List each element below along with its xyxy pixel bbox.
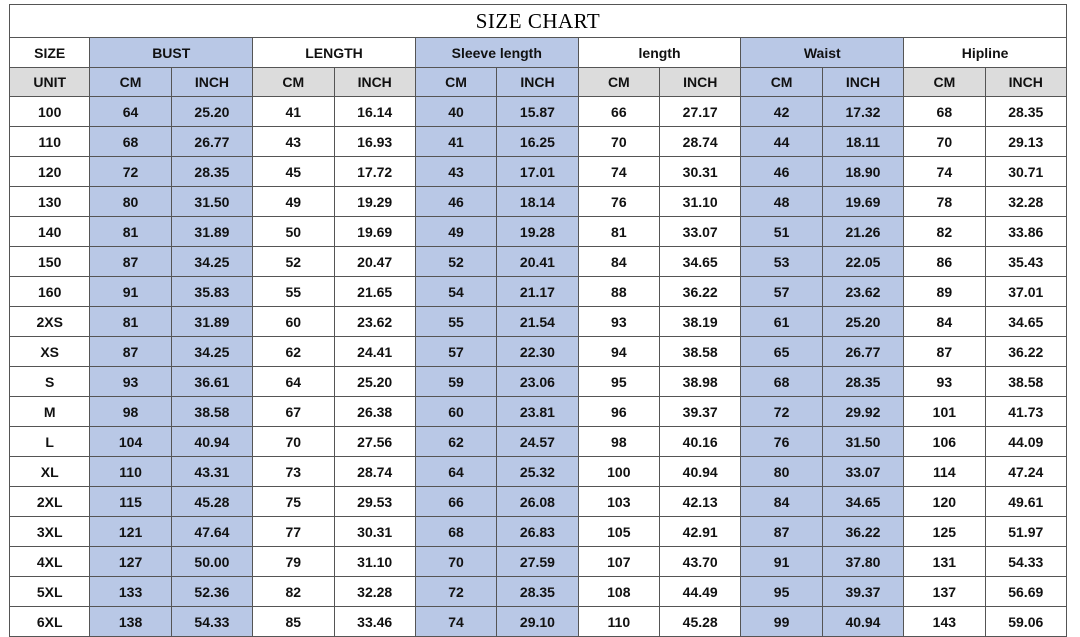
cell-waist-cm: 99 [741, 607, 822, 637]
cell-hipline-cm: 82 [904, 217, 985, 247]
cell-length-cm: 52 [253, 247, 334, 277]
cell-size: L [10, 427, 90, 457]
cell-bust-inch: 52.36 [171, 577, 252, 607]
cell-hipline-inch: 49.61 [985, 487, 1066, 517]
cell-length2-inch: 34.65 [660, 247, 741, 277]
cell-hipline-inch: 29.13 [985, 127, 1066, 157]
cell-length-inch: 29.53 [334, 487, 415, 517]
cell-sleeve-length-cm: 46 [415, 187, 496, 217]
cell-length-cm: 79 [253, 547, 334, 577]
cell-bust-inch: 31.89 [171, 307, 252, 337]
cell-hipline-inch: 32.28 [985, 187, 1066, 217]
cell-length2-inch: 33.07 [660, 217, 741, 247]
cell-hipline-cm: 68 [904, 97, 985, 127]
cell-size: 150 [10, 247, 90, 277]
size-table [9, 37, 1067, 637]
cell-bust-cm: 81 [90, 307, 171, 337]
cell-sleeve-length-inch: 23.06 [497, 367, 578, 397]
cell-length-inch: 21.65 [334, 277, 415, 307]
cell-waist-cm: 72 [741, 397, 822, 427]
cell-length-cm: 60 [253, 307, 334, 337]
cell-bust-cm: 138 [90, 607, 171, 637]
cell-bust-inch: 31.89 [171, 217, 252, 247]
cell-length-inch: 25.20 [334, 367, 415, 397]
unit-cm: CM [578, 68, 659, 97]
cell-sleeve-length-inch: 21.17 [497, 277, 578, 307]
cell-length-inch: 31.10 [334, 547, 415, 577]
cell-waist-inch: 40.94 [822, 607, 903, 637]
cell-bust-inch: 36.61 [171, 367, 252, 397]
cell-bust-cm: 121 [90, 517, 171, 547]
cell-length2-cm: 103 [578, 487, 659, 517]
cell-hipline-inch: 51.97 [985, 517, 1066, 547]
cell-waist-inch: 34.65 [822, 487, 903, 517]
cell-length2-inch: 40.94 [660, 457, 741, 487]
cell-sleeve-length-cm: 49 [415, 217, 496, 247]
cell-hipline-cm: 143 [904, 607, 985, 637]
group-header-sleeve-length: Sleeve length [415, 38, 578, 68]
cell-sleeve-length-cm: 41 [415, 127, 496, 157]
cell-size: S [10, 367, 90, 397]
cell-waist-cm: 87 [741, 517, 822, 547]
cell-size: 2XL [10, 487, 90, 517]
cell-length2-cm: 66 [578, 97, 659, 127]
cell-sleeve-length-inch: 21.54 [497, 307, 578, 337]
cell-length-inch: 20.47 [334, 247, 415, 277]
cell-sleeve-length-inch: 27.59 [497, 547, 578, 577]
cell-size: 3XL [10, 517, 90, 547]
cell-length2-cm: 96 [578, 397, 659, 427]
cell-length-cm: 75 [253, 487, 334, 517]
cell-bust-cm: 93 [90, 367, 171, 397]
cell-sleeve-length-cm: 70 [415, 547, 496, 577]
cell-bust-inch: 50.00 [171, 547, 252, 577]
cell-length-inch: 16.14 [334, 97, 415, 127]
cell-sleeve-length-cm: 40 [415, 97, 496, 127]
header-row-groups [10, 38, 1067, 68]
cell-length-cm: 82 [253, 577, 334, 607]
cell-hipline-inch: 34.65 [985, 307, 1066, 337]
cell-waist-cm: 53 [741, 247, 822, 277]
cell-sleeve-length-inch: 15.87 [497, 97, 578, 127]
cell-length-cm: 50 [253, 217, 334, 247]
cell-length2-cm: 107 [578, 547, 659, 577]
cell-sleeve-length-cm: 52 [415, 247, 496, 277]
unit-cm: CM [90, 68, 171, 97]
cell-length-cm: 49 [253, 187, 334, 217]
table-row [10, 367, 1067, 397]
cell-bust-inch: 43.31 [171, 457, 252, 487]
cell-length2-inch: 45.28 [660, 607, 741, 637]
cell-hipline-inch: 33.86 [985, 217, 1066, 247]
cell-waist-inch: 22.05 [822, 247, 903, 277]
cell-hipline-cm: 93 [904, 367, 985, 397]
cell-waist-cm: 80 [741, 457, 822, 487]
cell-waist-cm: 84 [741, 487, 822, 517]
cell-sleeve-length-inch: 22.30 [497, 337, 578, 367]
cell-sleeve-length-cm: 59 [415, 367, 496, 397]
table-row [10, 457, 1067, 487]
cell-hipline-cm: 106 [904, 427, 985, 457]
table-row [10, 397, 1067, 427]
cell-size: 100 [10, 97, 90, 127]
cell-bust-inch: 35.83 [171, 277, 252, 307]
cell-length-cm: 67 [253, 397, 334, 427]
unit-cm: CM [741, 68, 822, 97]
cell-bust-inch: 34.25 [171, 247, 252, 277]
cell-bust-cm: 98 [90, 397, 171, 427]
cell-length2-cm: 70 [578, 127, 659, 157]
cell-length2-cm: 105 [578, 517, 659, 547]
table-row [10, 307, 1067, 337]
cell-hipline-inch: 59.06 [985, 607, 1066, 637]
cell-bust-inch: 45.28 [171, 487, 252, 517]
cell-length2-inch: 39.37 [660, 397, 741, 427]
cell-bust-inch: 40.94 [171, 427, 252, 457]
cell-length2-cm: 84 [578, 247, 659, 277]
cell-length-inch: 19.29 [334, 187, 415, 217]
cell-length2-cm: 98 [578, 427, 659, 457]
cell-length2-cm: 108 [578, 577, 659, 607]
cell-length2-inch: 28.74 [660, 127, 741, 157]
cell-length-cm: 45 [253, 157, 334, 187]
cell-length-inch: 17.72 [334, 157, 415, 187]
cell-hipline-inch: 36.22 [985, 337, 1066, 367]
cell-length2-cm: 74 [578, 157, 659, 187]
cell-waist-inch: 36.22 [822, 517, 903, 547]
cell-sleeve-length-cm: 68 [415, 517, 496, 547]
cell-length2-cm: 100 [578, 457, 659, 487]
cell-bust-cm: 115 [90, 487, 171, 517]
size-chart [9, 4, 1067, 637]
cell-bust-cm: 72 [90, 157, 171, 187]
cell-bust-cm: 87 [90, 337, 171, 367]
cell-length2-inch: 43.70 [660, 547, 741, 577]
cell-waist-inch: 39.37 [822, 577, 903, 607]
cell-waist-cm: 76 [741, 427, 822, 457]
cell-sleeve-length-cm: 57 [415, 337, 496, 367]
cell-hipline-inch: 35.43 [985, 247, 1066, 277]
table-row [10, 157, 1067, 187]
cell-hipline-inch: 44.09 [985, 427, 1066, 457]
cell-length2-inch: 44.49 [660, 577, 741, 607]
cell-bust-inch: 25.20 [171, 97, 252, 127]
cell-length2-inch: 30.31 [660, 157, 741, 187]
table-row [10, 127, 1067, 157]
cell-waist-cm: 51 [741, 217, 822, 247]
cell-hipline-cm: 137 [904, 577, 985, 607]
cell-bust-inch: 38.58 [171, 397, 252, 427]
cell-size: M [10, 397, 90, 427]
group-header-length: LENGTH [253, 38, 416, 68]
unit-cm: CM [415, 68, 496, 97]
cell-length2-cm: 110 [578, 607, 659, 637]
group-header-length-2: length [578, 38, 741, 68]
table-row [10, 247, 1067, 277]
cell-length-inch: 27.56 [334, 427, 415, 457]
cell-waist-inch: 28.35 [822, 367, 903, 397]
unit-inch: INCH [985, 68, 1066, 97]
cell-length2-cm: 88 [578, 277, 659, 307]
cell-bust-cm: 91 [90, 277, 171, 307]
cell-size: 5XL [10, 577, 90, 607]
cell-waist-inch: 26.77 [822, 337, 903, 367]
cell-hipline-inch: 37.01 [985, 277, 1066, 307]
cell-hipline-cm: 120 [904, 487, 985, 517]
table-row [10, 577, 1067, 607]
cell-hipline-inch: 28.35 [985, 97, 1066, 127]
cell-length2-cm: 81 [578, 217, 659, 247]
table-row [10, 97, 1067, 127]
cell-size: 140 [10, 217, 90, 247]
cell-length2-cm: 94 [578, 337, 659, 367]
cell-sleeve-length-cm: 55 [415, 307, 496, 337]
table-row [10, 277, 1067, 307]
cell-sleeve-length-inch: 28.35 [497, 577, 578, 607]
cell-waist-cm: 65 [741, 337, 822, 367]
cell-sleeve-length-cm: 54 [415, 277, 496, 307]
cell-size: 2XS [10, 307, 90, 337]
cell-length-inch: 32.28 [334, 577, 415, 607]
cell-length2-inch: 36.22 [660, 277, 741, 307]
cell-waist-cm: 42 [741, 97, 822, 127]
cell-bust-cm: 127 [90, 547, 171, 577]
cell-length-cm: 70 [253, 427, 334, 457]
cell-length2-inch: 27.17 [660, 97, 741, 127]
cell-waist-cm: 44 [741, 127, 822, 157]
cell-bust-cm: 81 [90, 217, 171, 247]
cell-length2-inch: 38.58 [660, 337, 741, 367]
cell-bust-cm: 110 [90, 457, 171, 487]
cell-sleeve-length-inch: 18.14 [497, 187, 578, 217]
cell-waist-inch: 33.07 [822, 457, 903, 487]
cell-size: 4XL [10, 547, 90, 577]
cell-waist-inch: 25.20 [822, 307, 903, 337]
cell-bust-cm: 64 [90, 97, 171, 127]
unit-cm: CM [253, 68, 334, 97]
cell-length-cm: 85 [253, 607, 334, 637]
cell-length-inch: 33.46 [334, 607, 415, 637]
cell-sleeve-length-inch: 25.32 [497, 457, 578, 487]
cell-sleeve-length-cm: 62 [415, 427, 496, 457]
cell-bust-cm: 133 [90, 577, 171, 607]
cell-waist-cm: 61 [741, 307, 822, 337]
unit-inch: INCH [497, 68, 578, 97]
table-row [10, 337, 1067, 367]
cell-hipline-cm: 86 [904, 247, 985, 277]
cell-length2-inch: 31.10 [660, 187, 741, 217]
cell-length2-inch: 40.16 [660, 427, 741, 457]
cell-hipline-cm: 89 [904, 277, 985, 307]
table-row [10, 487, 1067, 517]
cell-waist-cm: 68 [741, 367, 822, 397]
cell-waist-inch: 17.32 [822, 97, 903, 127]
cell-hipline-cm: 114 [904, 457, 985, 487]
cell-size: 160 [10, 277, 90, 307]
cell-size: 120 [10, 157, 90, 187]
cell-length2-cm: 93 [578, 307, 659, 337]
chart-title: SIZE CHART [9, 4, 1067, 37]
cell-sleeve-length-inch: 23.81 [497, 397, 578, 427]
cell-length-inch: 23.62 [334, 307, 415, 337]
cell-hipline-cm: 101 [904, 397, 985, 427]
unit-header: UNIT [10, 68, 90, 97]
cell-length-cm: 43 [253, 127, 334, 157]
cell-waist-inch: 19.69 [822, 187, 903, 217]
cell-hipline-inch: 54.33 [985, 547, 1066, 577]
cell-sleeve-length-inch: 17.01 [497, 157, 578, 187]
cell-waist-cm: 48 [741, 187, 822, 217]
unit-inch: INCH [822, 68, 903, 97]
cell-sleeve-length-inch: 24.57 [497, 427, 578, 457]
cell-size: 110 [10, 127, 90, 157]
cell-waist-inch: 18.90 [822, 157, 903, 187]
table-row [10, 217, 1067, 247]
cell-length-inch: 16.93 [334, 127, 415, 157]
cell-length2-cm: 76 [578, 187, 659, 217]
cell-hipline-cm: 70 [904, 127, 985, 157]
cell-bust-cm: 80 [90, 187, 171, 217]
cell-sleeve-length-cm: 60 [415, 397, 496, 427]
cell-length-cm: 41 [253, 97, 334, 127]
cell-hipline-inch: 41.73 [985, 397, 1066, 427]
cell-hipline-cm: 125 [904, 517, 985, 547]
cell-waist-inch: 18.11 [822, 127, 903, 157]
cell-waist-cm: 95 [741, 577, 822, 607]
cell-waist-inch: 21.26 [822, 217, 903, 247]
cell-length-cm: 64 [253, 367, 334, 397]
size-table-body [10, 97, 1067, 637]
cell-length-inch: 28.74 [334, 457, 415, 487]
unit-inch: INCH [660, 68, 741, 97]
table-row [10, 547, 1067, 577]
cell-length-inch: 24.41 [334, 337, 415, 367]
cell-sleeve-length-inch: 26.83 [497, 517, 578, 547]
cell-bust-cm: 104 [90, 427, 171, 457]
cell-length-cm: 62 [253, 337, 334, 367]
cell-length-cm: 73 [253, 457, 334, 487]
cell-sleeve-length-inch: 19.28 [497, 217, 578, 247]
cell-hipline-cm: 78 [904, 187, 985, 217]
cell-length2-inch: 42.91 [660, 517, 741, 547]
cell-waist-inch: 31.50 [822, 427, 903, 457]
cell-waist-inch: 29.92 [822, 397, 903, 427]
cell-sleeve-length-cm: 43 [415, 157, 496, 187]
group-header-waist: Waist [741, 38, 904, 68]
cell-length-cm: 77 [253, 517, 334, 547]
cell-hipline-cm: 131 [904, 547, 985, 577]
cell-sleeve-length-inch: 20.41 [497, 247, 578, 277]
size-header: SIZE [10, 38, 90, 68]
cell-sleeve-length-cm: 64 [415, 457, 496, 487]
unit-inch: INCH [334, 68, 415, 97]
table-row [10, 517, 1067, 547]
cell-length2-inch: 38.98 [660, 367, 741, 397]
cell-bust-inch: 47.64 [171, 517, 252, 547]
cell-length-inch: 30.31 [334, 517, 415, 547]
cell-length2-inch: 42.13 [660, 487, 741, 517]
cell-waist-cm: 91 [741, 547, 822, 577]
cell-length2-cm: 95 [578, 367, 659, 397]
cell-hipline-cm: 74 [904, 157, 985, 187]
cell-length2-inch: 38.19 [660, 307, 741, 337]
cell-bust-cm: 87 [90, 247, 171, 277]
cell-hipline-inch: 47.24 [985, 457, 1066, 487]
group-header-bust: BUST [90, 38, 253, 68]
cell-sleeve-length-cm: 72 [415, 577, 496, 607]
cell-hipline-inch: 38.58 [985, 367, 1066, 397]
table-row [10, 607, 1067, 637]
header-row-units [10, 68, 1067, 97]
cell-bust-inch: 54.33 [171, 607, 252, 637]
cell-bust-inch: 31.50 [171, 187, 252, 217]
cell-sleeve-length-inch: 26.08 [497, 487, 578, 517]
cell-waist-inch: 23.62 [822, 277, 903, 307]
cell-sleeve-length-cm: 74 [415, 607, 496, 637]
cell-size: XL [10, 457, 90, 487]
cell-bust-inch: 26.77 [171, 127, 252, 157]
cell-hipline-inch: 30.71 [985, 157, 1066, 187]
cell-length-inch: 26.38 [334, 397, 415, 427]
table-row [10, 187, 1067, 217]
cell-length-inch: 19.69 [334, 217, 415, 247]
cell-length-cm: 55 [253, 277, 334, 307]
cell-hipline-cm: 87 [904, 337, 985, 367]
cell-hipline-inch: 56.69 [985, 577, 1066, 607]
cell-waist-inch: 37.80 [822, 547, 903, 577]
cell-size: XS [10, 337, 90, 367]
unit-inch: INCH [171, 68, 252, 97]
cell-sleeve-length-inch: 16.25 [497, 127, 578, 157]
cell-bust-inch: 34.25 [171, 337, 252, 367]
cell-hipline-cm: 84 [904, 307, 985, 337]
cell-size: 6XL [10, 607, 90, 637]
cell-bust-cm: 68 [90, 127, 171, 157]
cell-bust-inch: 28.35 [171, 157, 252, 187]
cell-waist-cm: 57 [741, 277, 822, 307]
cell-sleeve-length-cm: 66 [415, 487, 496, 517]
table-row [10, 427, 1067, 457]
cell-sleeve-length-inch: 29.10 [497, 607, 578, 637]
group-header-hipline: Hipline [904, 38, 1067, 68]
unit-cm: CM [904, 68, 985, 97]
cell-size: 130 [10, 187, 90, 217]
cell-waist-cm: 46 [741, 157, 822, 187]
